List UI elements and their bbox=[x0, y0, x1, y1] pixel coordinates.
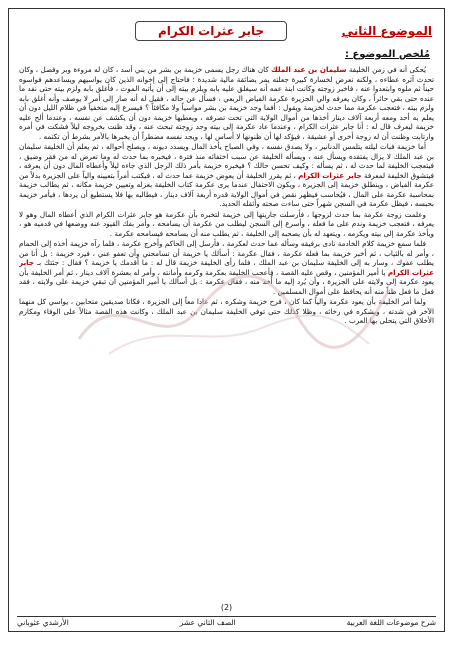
page-header bbox=[15, 19, 438, 43]
paragraph: ولما أمر الخليفة بأن يعود عكرمة والياً كما كان ، فرح خزيمة وشكره ، ثم عادا معاً إلى الجزيرة ، فكانا صديقين متحابين ، يواسي كل منهما الآخر في شدته ، ويشكره في رخائه ، وظلا كذلك حتى توفي الخليفة سليمان بن عبد الملك ، وكانت هذه القصة مثالاً على الوفاء ومكارم الأخلاق التي يتحلى بها العرب . bbox=[19, 297, 434, 325]
paragraph: يُحكى أنه في زمن الخليفة سليمان بن عبد الملك كان هناك رجل يسمى خزيمة بن بشر من بني أسد ، كان له مروءة وبر وفضل ، وكان تحدث آثره عطاءه ، ولكنه تعرض لخسارة كبيرة جعلته يمر بضائقة مالية شديدة ؛ فاحتاج إلى إخوانه الذين كان يواسيهم ويساعدهم فواسوه حيناً ثم ملوه وابتعدوا عنه ، فاخبر زوجته وكانت ابنة عمه أنه سيغلق عليه بابه ويلزم بيته إلى أن يأتيه الموت ، فأغلق بابه ولزم بيته حتى نفد ما عنده حتى بقي حائراً ، وكان يعرفه والي الجزيرة عكرمة الفياض الربعي ، فسأل عن حاله ، فقيل له أنه صار إلى أمر لا يوصف وأنه أغلق بابه ولزم بيته ، فتعجب عكرمة مما حدث لخزيمة ويقول : أفما وجد خزيمة بن بشر مواسياً ولا مكافئاً ؟ فيسرع إليه متخفياً في ظلام الليل دون أن يعلم به أحد ومعه أربعة آلاف دينار أخذها من أموال الولاية التي تحت تصرفه ، ويعطيها خزيمة دون أن يكشف عن نفسه ، وعندما ألح عليه خزيمة ليعرف قال له : أنا جابر عثرات الكرام ، وعندما عاد عكرمة إلى بيته وجد زوجته تبحث عنه ، وقد ظنت بخروجه ليلاً فشكت في أمره وارتابت وظنت أن له زوجة أخرى أو عشيقة ، فيؤكد لها أن ظنونها لا أساس لها ، ويجد نفسه مضطراً أن يخبرها بالأمر بشرط أن تكتمه . bbox=[19, 65, 434, 141]
page-footer bbox=[17, 603, 436, 627]
highlighted-name: سليمان بن عبد الملك bbox=[271, 65, 347, 74]
document-page bbox=[8, 8, 445, 632]
highlighted-name: جابر عثرات الكرام bbox=[19, 258, 434, 277]
highlighted-name: جابر عثرات الكرام bbox=[298, 170, 362, 180]
summary-body bbox=[19, 65, 434, 613]
page-number: (2) bbox=[220, 603, 233, 612]
paragraph: أما خزيمة فبات ليلته يتلمس الدنانير ، ولا يصدق نفسه ، وفي الصباح يأخذ المال ويسدد ديونه ، ويصلح أحواله ، ثم يعلم أن الخليفة سليمان بن عبد الملك لا يزال يفتقده ويسأل عنه ، ويسأله الخليفة عن سبب اختفائه منذ فترة ، فيخبره بما حدث له وما تعرض له من فقر وضيق ، فيتعجب الخليفة لما حدث له ، ثم يسأله : وكيف تحسن حالك ؟ فيخبره خزيمة بأمر ذلك الرجل الذي جاءه ليلاً وأعطاه المال دون أن يعرفه ، فيتشوق الخليفة لمعرفة جابر عثرات الكرام ، ثم يقرر الخليفة أن يعوض خزيمة عما حدث له ، فيكتب أمراً بتعيينه والياً على الجزيرة بدلاً من عكرمة الفياض ، وينطلق خزيمة إلى الجزيرة ، ويكون الاحتفال عندما يرى عكرمة كتاب الخليفة بعزله وتعيين خزيمة مكانه ، ثم يطالب خزيمة بمحاسبة عكرمة على المال ، فيُحاسب فيظهر نقص في أموال الولاية قدره أربعة آلاف دينار ، فيطالبه بها فلا يستطيع أن يردها ، فيأمر خزيمة بحبسه ، فيظل عكرمة في السجن شهراً حتى ساءت صحته وأثقله الحديد. bbox=[19, 142, 434, 208]
topic-number-label: الموضوع الثاني bbox=[341, 24, 432, 38]
footer-left-text: الأرشدي عثوباني bbox=[17, 618, 69, 627]
footer-right-text: شرح موضوعات اللغة العربية bbox=[346, 618, 436, 627]
summary-heading: مُلخص الموضوع : bbox=[344, 49, 430, 60]
paragraph: فلما سمع خزيمة كلام الخادمة نادى برفيقه وسأله عما حدث لعكرمة ، فأرسل إلى الحاكم وأخرج عكرمة ، فلما رآه خزيمة أخذه إلى الحمام ، وأمر له بالثياب ، ثم أخبر خزيمة بما فعله عكرمة ، فقال عكرمة : أسألك يا خزيمة أن تسامحني وأن تعفو عني ، فيرد خزيمة : بل أنا من يطلب عفوك ، وسار به إلى الخليفة سليمان بن عبد الملك ، فلما رأى الخليفة خزيمة قال له : ما أقدمك يا خزيمة ؟ فقال : جئتك بـ جابر عثرات الكرام يا أمير المؤمنين ، وقص عليه القصة ، فأعجب الخليفة بعكرمة وكرمه وأمانته ، وأمر له بعشرة آلاف دينار ، ثم أمر الخليفة بأن يعود عكرمة إلى ولايته على الجزيرة ، وأن يُرد إليه ما أُخذ منه ، فقال عكرمة : بل أسألك يا أمير المؤمنين أن تبقي خزيمة على ولايته ، فقد فعل ما فعل ظناً منه أنه يحافظ على أموال المسلمين . bbox=[19, 239, 434, 296]
footer-center-text: الصف الثاني عشر bbox=[179, 618, 236, 627]
lesson-title: جابر عثرات الكرام bbox=[135, 21, 287, 41]
footer-bar bbox=[17, 616, 436, 627]
paragraph: وعلمت زوجة عكرمة بما حدث لزوجها ، فأرسلت جاريتها إلى خزيمة لتخبره بأن عكرمة هو جابر عثرات الكرام الذي أعطاه المال وهو لا يعرفه ، فتعجب خزيمة وندم على ما فعله ، وأسرع إلى السجن ليطلب من عكرمة أن يسامحه ، وأمر بفك القيود عنه ووضعها في قدميه هو ، ويأخذ عكرمة إلى بيته ويكرمه ، ويتعهد له بأن يصحبه إلى الخليفة ، ثم يطلب منه أن يسامحه فيسامحه عكرمة . bbox=[19, 209, 434, 238]
